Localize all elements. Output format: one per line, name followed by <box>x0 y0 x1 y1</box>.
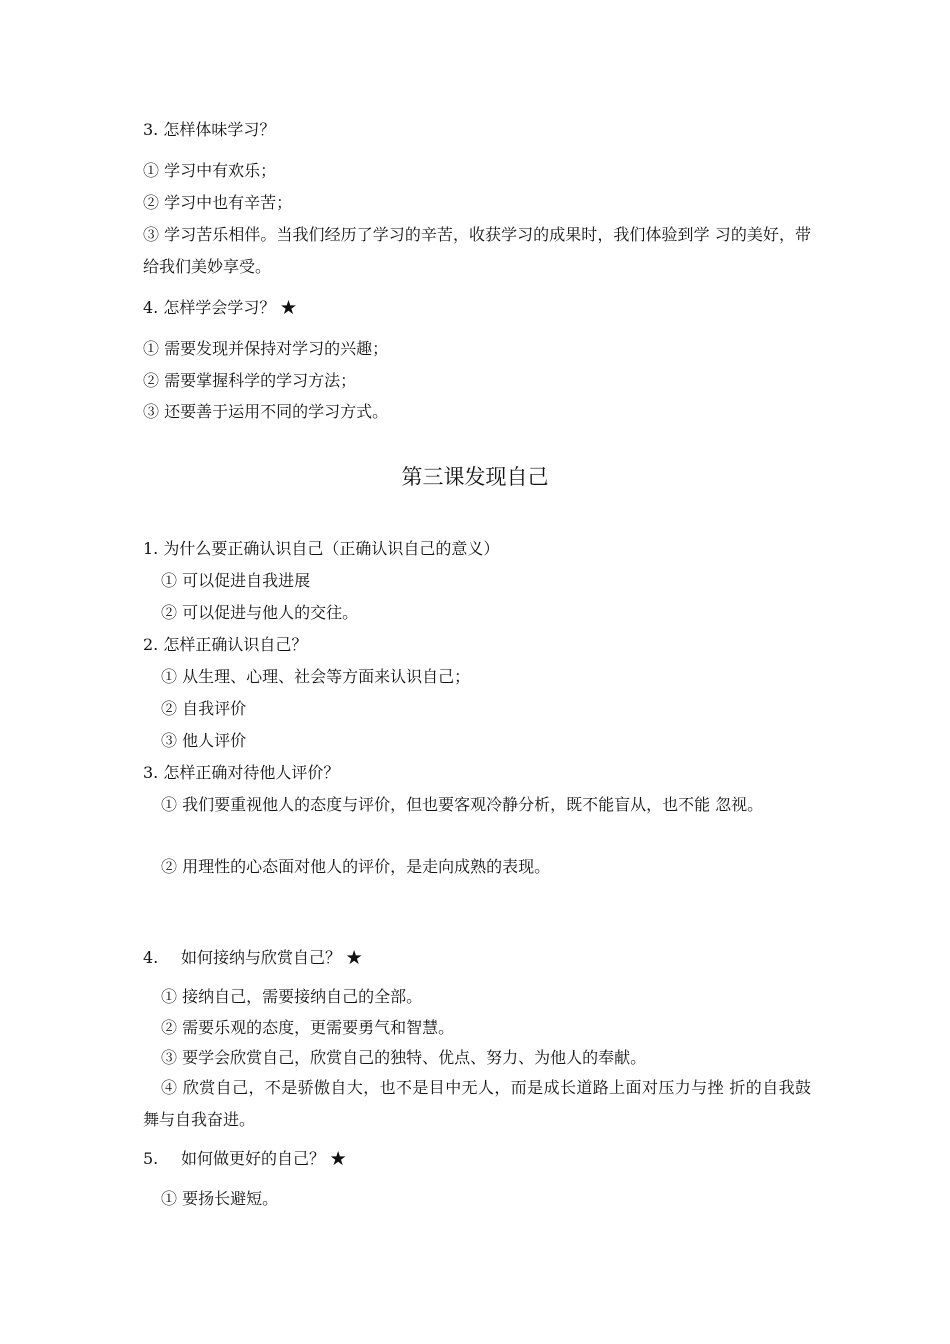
list-item: ② 可以促进与他人的交往。 <box>161 603 359 622</box>
list-item: ① 接纳自己，需要接纳自己的全部。 <box>161 987 423 1006</box>
question-text: 如何做更好的自己？ ★ <box>181 1149 347 1168</box>
question-number: 4. <box>143 948 159 967</box>
list-item: ① 可以促进自我进展 <box>161 571 311 590</box>
list-item: ② 自我评价 <box>161 699 247 718</box>
heading-how-to-experience-learning: 3. 怎样体味学习？ <box>143 120 276 139</box>
list-item: ① 从生理、心理、社会等方面来认识自己； <box>161 667 471 686</box>
heading-be-better-self <box>143 1148 346 1170</box>
list-item: ① 我们要重视他人的态度与评价，但也要客观冷静分析，既不能盲从，也不能 忽视。 <box>161 795 764 814</box>
list-item: ② 学习中也有辛苦； <box>143 193 293 212</box>
list-item: ② 需要掌握科学的学习方法； <box>143 371 357 390</box>
list-item: ③ 他人评价 <box>161 731 247 750</box>
list-item: ① 要扬长避短。 <box>161 1189 279 1208</box>
list-item: ① 学习中有欢乐； <box>143 161 277 180</box>
heading-treat-others-evaluation: 3. 怎样正确对待他人评价？ <box>143 763 340 782</box>
list-item: ① 需要发现并保持对学习的兴趣； <box>143 339 389 358</box>
list-item: ③ 要学会欣赏自己，欣赏自己的独特、优点、努力、为他人的奉献。 <box>161 1048 647 1067</box>
question-number: 5. <box>143 1149 159 1168</box>
list-item: ② 用理性的心态面对他人的评价，是走向成熟的表现。 <box>161 857 551 876</box>
list-item: ③ 学习苦乐相伴。当我们经历了学习的辛苦，收获学习的成果时，我们体验到学 习的美好，带给我们美妙享受。 <box>143 225 811 276</box>
list-item: ③ 还要善于运用不同的学习方式。 <box>143 402 389 421</box>
heading-accept-appreciate-yourself <box>143 947 362 969</box>
lesson-title: 第三课发现自己 <box>401 465 549 489</box>
list-item: ④ 欣赏自己，不是骄傲自大，也不是目中无人，而是成长道路上面对压力与挫 折的自我鼓舞与自我奋进。 <box>143 1078 811 1129</box>
heading-how-to-learn: 4. 怎样学会学习？ ★ <box>143 298 297 317</box>
heading-why-know-yourself: 1. 为什么要正确认识自己（正确认识自己的意义） <box>143 539 500 558</box>
heading-how-know-yourself: 2. 怎样正确认识自己？ <box>143 635 308 654</box>
question-text: 如何接纳与欣赏自己？ ★ <box>181 948 363 967</box>
list-item: ② 需要乐观的态度，更需要勇气和智慧。 <box>161 1018 455 1037</box>
